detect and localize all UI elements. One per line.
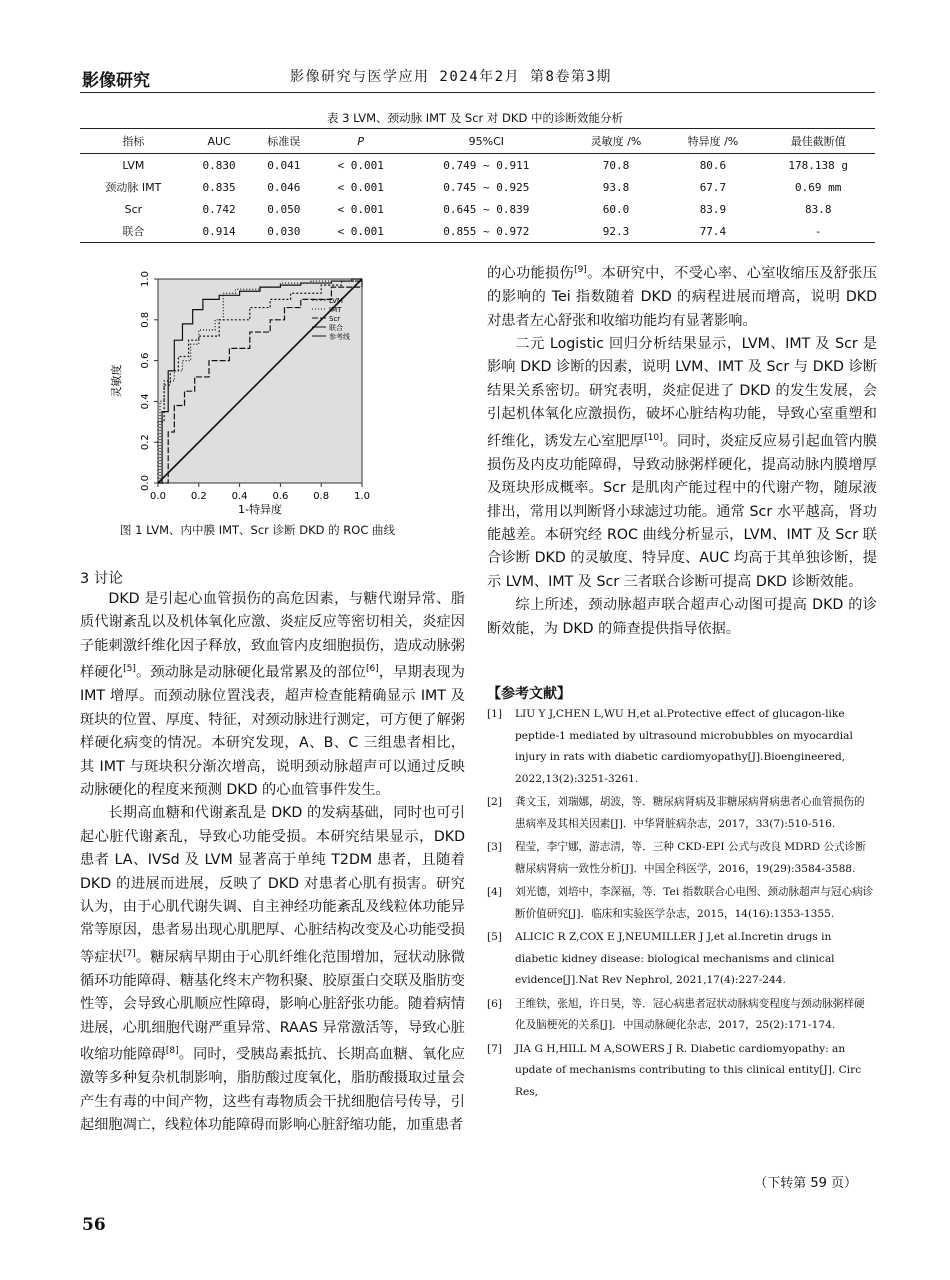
- reference-item: [487, 837, 875, 880]
- table-row: [80, 154, 875, 177]
- legend-label: LVM: [329, 297, 343, 305]
- table-cell: -: [761, 220, 875, 243]
- reference-number: [1]: [487, 708, 503, 720]
- y-tick-label: 0.0: [140, 475, 151, 491]
- reference-item: [487, 792, 875, 835]
- citation: [10]: [644, 432, 663, 443]
- table-cell: 60.0: [602, 202, 630, 216]
- reference-number: [4]: [487, 886, 503, 898]
- legend-label: 参考线: [329, 333, 350, 341]
- table-header-cell: 标准误: [251, 129, 316, 154]
- reference-text: JIA G H,HILL M A,SOWERS J R. Diabetic cardiomyopathy: an update of mechanisms contributing to this clinical entity[J]. Circ Res,: [515, 1042, 862, 1098]
- reference-text: 刘光德，刘培中，李深福，等．Tei 指数联合心电图、颈动脉超声与冠心病诊断价值研究[J]．临床和实验医学杂志，2015，14(16):1353-1355.: [515, 886, 874, 920]
- table-cell: 178.138 g: [788, 158, 849, 172]
- paragraph: [80, 802, 465, 1137]
- x-tick-label: 0.2: [190, 491, 207, 502]
- table-header-cell: 特异度 /%: [664, 129, 761, 154]
- table-cell: 83.8: [804, 202, 832, 216]
- reference-item: [487, 704, 875, 790]
- table-cell: 0.050: [267, 202, 301, 216]
- table-cell: 0.749 ~ 0.911: [443, 158, 530, 172]
- table-row: [80, 176, 875, 198]
- table-cell: 0.041: [267, 158, 301, 172]
- table-cell: 92.3: [567, 220, 664, 243]
- y-tick-label: 0.6: [140, 352, 151, 369]
- reference-text: 王维铁，张旭，许日昊，等．冠心病患者冠状动脉病变程度与颈动脉粥样硬化及脑梗死的关系[J]．中国动脉硬化杂志，2017，25(2):171-174.: [515, 997, 865, 1031]
- table-cell: 0.830: [202, 158, 236, 172]
- table-cell: 80.6: [699, 158, 727, 172]
- legend-label: 联合: [329, 324, 343, 332]
- table-cell: Scr: [124, 202, 143, 216]
- table-header-cell: P: [316, 129, 405, 154]
- table-header-row: [80, 129, 875, 154]
- table-cell: 93.8: [602, 180, 630, 194]
- paragraph: [487, 259, 877, 333]
- x-tick-label: 1.0: [354, 491, 370, 502]
- table-cell: 70.8: [602, 158, 630, 172]
- reference-number: [5]: [487, 931, 503, 943]
- table-cell: 颈动脉 IMT: [105, 181, 162, 194]
- table-cell: 0.745 ~ 0.925: [443, 180, 530, 194]
- header-rule: [80, 92, 875, 93]
- journal-short-title: 影像研究: [82, 71, 150, 91]
- reference-item: [487, 994, 875, 1037]
- table-cell: 0.645 ~ 0.839: [443, 202, 530, 216]
- citation: [7]: [122, 948, 136, 959]
- running-title: 影像研究与医学应用 2024年2月 第8卷第3期: [290, 69, 612, 85]
- table-cell: < 0.001: [337, 180, 384, 194]
- text-run: 。颈动脉是动脉硬化最常累及的部位: [135, 664, 366, 681]
- table-cell: < 0.001: [337, 202, 384, 216]
- table-cell: LVM: [122, 158, 145, 172]
- table-row: [80, 198, 875, 220]
- table-cell: 77.4: [664, 220, 761, 243]
- references-list: [487, 704, 875, 1105]
- y-tick-label: 0.8: [140, 311, 151, 328]
- table-cell: 0.855 ~ 0.972: [405, 220, 567, 243]
- y-tick-label: 0.2: [140, 434, 151, 451]
- table-cell: 0.046: [267, 180, 301, 194]
- x-tick-label: 0.4: [231, 491, 248, 502]
- continued-note: （下转第 59 页）: [754, 1176, 857, 1191]
- y-tick-label: 0.4: [140, 393, 151, 410]
- text-run: ，早期表现为 IMT 增厚。而颈动脉位置浅表，超声检查能精确显示 IMT 及斑块的位置、厚度、特征，对颈动脉进行测定，可方便了解粥样硬化病变的情况。本研究发现，A、B、C 三组患者相比，其 IMT 与斑块积分渐次增高，说明颈动脉超声可以通过反映动脉硬化的程度来预测 DKD 的心血管事件发生。: [80, 664, 465, 798]
- table-header-cell: 最佳截断值: [761, 129, 875, 154]
- x-tick-label: 0.0: [150, 491, 166, 502]
- reference-text: ALICIC R Z,COX E J,NEUMILLER J J,et al.Incretin drugs in diabetic kidney disease: biological mechanisms and clinical evidence[J].Nat Rev Nephrol, 2021,17(4):227-244.: [515, 931, 835, 986]
- y-axis-label: 灵敏度: [110, 364, 123, 398]
- table-cell: 0.914: [187, 220, 252, 243]
- reference-text: 龚文玉，刘瑞娜，胡波，等．糖尿病肾病及非糖尿病肾病患者心血管损伤的患病率及其相关因素[J]．中华肾脏病杂志，2017，33(7):510-516.: [515, 796, 865, 830]
- table-cell: 83.9: [699, 202, 727, 216]
- citation: [5]: [123, 664, 136, 675]
- table-header-cell: AUC: [187, 129, 252, 154]
- table-cell: < 0.001: [316, 220, 405, 243]
- table-cell: 0.742: [202, 202, 236, 216]
- paragraph: [487, 333, 877, 594]
- reference-number: [2]: [487, 796, 503, 808]
- table-header-cell: 指标: [80, 129, 187, 154]
- x-tick-label: 0.8: [313, 491, 330, 502]
- paragraph: 综上所述，颈动脉超声联合超声心动图可提高 DKD 的诊断效能，为 DKD 的筛查提供指导依据。: [487, 597, 877, 637]
- text-run: 二元 Logistic 回归分析结果显示，LVM、IMT 及 Scr 是影响 DKD 诊断的因素，说明 LVM、IMT 及 Scr 与 DKD 诊断结果关系密切。研究表明，炎症促进了 DKD 的发生发展，会引起机体氧化应激损伤，破坏心脏结构功能，导致心室重塑和纤维化，诱发左心室肥厚: [487, 335, 877, 450]
- x-tick-label: 0.6: [272, 491, 289, 502]
- figure-caption: 图 1 LVM、内中膜 IMT、Scr 诊断 DKD 的 ROC 曲线: [120, 523, 396, 537]
- table-cell: 0.030: [251, 220, 316, 243]
- reference-text: LIU Y J,CHEN L,WU H,et al.Protective effect of glucagon-like peptide-1 mediated by ultrasound microbubbles on myocardial injury in rats with diabetic cardiomyopathy[J].Bioengineered, 2022,13(2):3251-3261.: [515, 708, 853, 785]
- y-axis-ticks: [140, 271, 158, 491]
- reference-number: [6]: [487, 997, 503, 1010]
- citation: [9]: [574, 265, 587, 275]
- table-row: [80, 220, 875, 243]
- table-cell: 67.7: [699, 180, 727, 194]
- roc-chart: [100, 262, 400, 522]
- page-number: 56: [82, 1215, 106, 1235]
- text-run: 。同时，受胰岛素抵抗、长期高血糖、氧化应激等多种复杂机制影响，脂肪酸过度氧化，脂肪酸摄取过量会产生有毒的中间产物，这些有毒物质会干扰细胞信号传导，引起细胞凋亡，线粒体功能障碍而影响心脏舒缩功能，加重患者: [80, 1046, 465, 1134]
- reference-item: [487, 882, 875, 925]
- text-run: 。本研究中，不受心率、心室收缩压及舒张压的影响的 Tei 指数随着 DKD 的病程进展而增高，说明 DKD 对患者左心舒张和收缩功能均有显著影响。: [487, 265, 877, 329]
- text-run: DKD 是引起心血管损伤的高危因素，与糖代谢异常、脂质代谢紊乱以及机体氧化应激、炎症反应等密切相关，炎症因子能刺激纤维化因子释放，致血管内皮细胞损伤，造成动脉粥样硬化: [80, 591, 465, 681]
- left-column-text: [80, 588, 465, 1138]
- table-title: 表 3 LVM、颈动脉 IMT 及 Scr 对 DKD 中的诊断效能分析: [327, 111, 623, 125]
- citation: [8]: [165, 1046, 179, 1057]
- citation: [6]: [366, 664, 379, 675]
- table-cell: < 0.001: [337, 158, 384, 172]
- text-run: 的心功能损伤: [487, 265, 575, 282]
- reference-text: 程莹，李宁娜，游志清，等．三种 CKD-EPI 公式与改良 MDRD 公式诊断糖尿病肾病一致性分析[J]．中国全科医学，2016，19(29):3584-3588.: [515, 841, 866, 875]
- y-tick-label: 1.0: [140, 271, 151, 287]
- text-run: 。糖尿病早期由于心肌纤维化范围增加，冠状动脉微循环功能障碍、糖基化终末产物积聚、胶原蛋白交联及脂肪变性等，会导致心肌顺应性障碍，影响心脏舒张功能。随着病情进展，心肌细胞代谢严重异常、RAAS 异常激活等，导致心脏收缩功能障碍: [80, 949, 465, 1063]
- x-axis-ticks: [150, 483, 370, 502]
- x-axis-label: 1-特异度: [238, 503, 282, 516]
- references-heading: 【参考文献】: [487, 686, 571, 702]
- reference-item: [487, 1039, 875, 1104]
- paragraph: [80, 588, 465, 802]
- table-cell: 联合: [80, 220, 187, 243]
- table-header-cell: 灵敏度 /%: [567, 129, 664, 154]
- diagnostic-table: [80, 128, 875, 243]
- table-cell: 0.835: [202, 180, 236, 194]
- table-header-cell: 95%CI: [405, 129, 567, 154]
- table-cell: 0.69 mm: [795, 180, 842, 194]
- reference-number: [7]: [487, 1042, 503, 1055]
- legend-label: Scr: [329, 315, 341, 323]
- text-run: 。同时，炎症反应易引起血管内膜损伤及内皮功能障碍，导致动脉粥样硬化，提高动脉内膜增厚及斑块形成概率。Scr 是肌肉产能过程中的代谢产物，随尿液排出，常用以判断肾小球滤过功能。通常 Scr 水平越高，肾功能越差。本研究经 ROC 曲线分析显示，LVM、IMT 及 Scr 联合诊断 DKD 的灵敏度、特异度、AUC 均高于其单独诊断，提示 LVM、IMT 及 Scr 三者联合诊断可提高 DKD 诊断效能。: [487, 433, 877, 590]
- reference-number: [3]: [487, 841, 503, 853]
- legend-label: IMT: [329, 306, 342, 314]
- text-run: 长期高血糖和代谢紊乱是 DKD 的发病基础，同时也可引起心脏代谢紊乱，导致心功能受损。本研究结果显示，DKD 患者 LA、IVSd 及 LVM 显著高于单纯 T2DM 患者，且随着 DKD 的进展而进展，反映了 DKD 对患者心肌有损害。研究认为，由于心肌代谢失调、自主神经功能紊乱及线粒体功能异常等原因，患者易出现心肌肥厚、心脏结构改变及心功能受损等症状: [80, 805, 465, 966]
- right-column-text: [487, 259, 877, 641]
- reference-item: [487, 927, 875, 992]
- section-heading: 3 讨论: [80, 571, 123, 587]
